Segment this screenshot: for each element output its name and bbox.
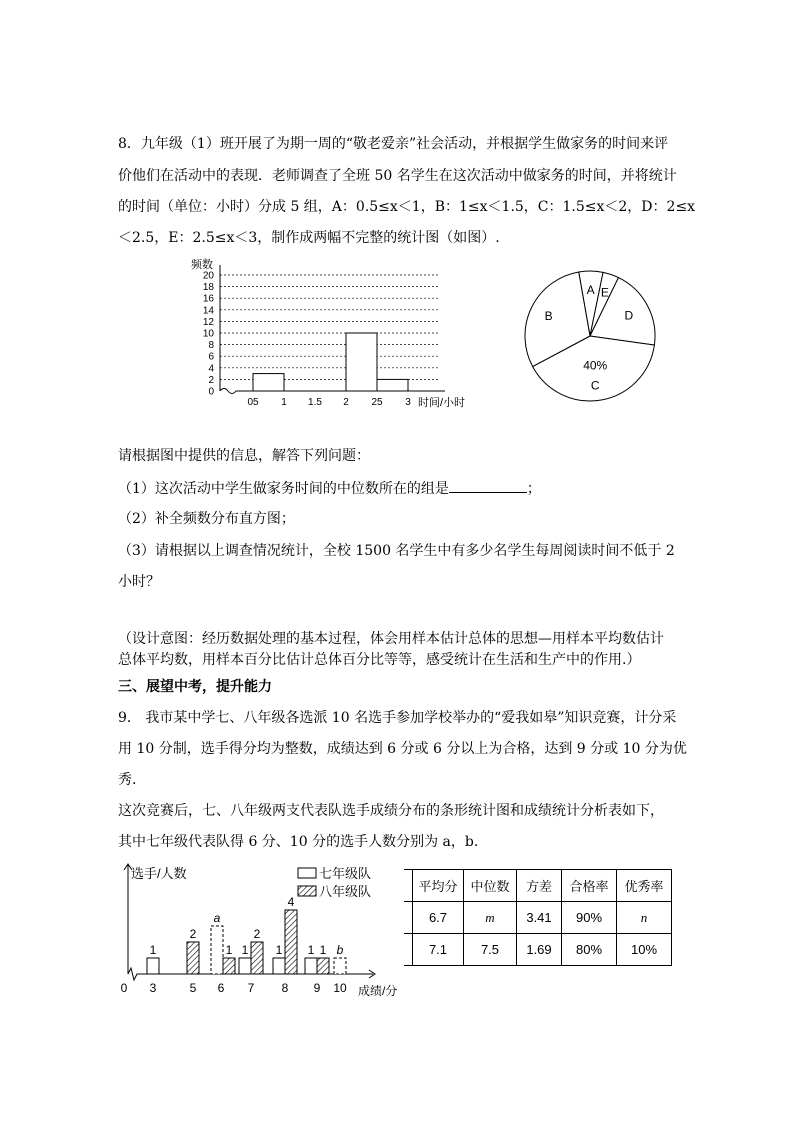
y-tick-label: 10 [202,328,214,340]
q9-line-2: 用 10 分制，选手得分均为整数，成绩达到 6 分或 6 分以上为合格，达到 9 分或 10 分为优 [118,741,687,757]
pie-label: A [586,283,595,298]
table-corner-cell [404,870,413,902]
x-tick-label: 1.5 [308,397,322,408]
legend-label-seventh: 七年级队 [319,866,372,881]
y-tick-label: 18 [202,282,214,294]
origin-label: 0 [120,981,128,995]
x-tick-label: 5 [189,981,197,995]
data-label: b [336,943,344,957]
y-tick-label: 4 [208,363,214,375]
legend-label-eighth: 八年级队 [319,884,372,899]
row-label-cell [404,902,413,934]
bar-eighth [251,942,263,974]
x-tick-label: 6 [217,981,225,995]
histogram-bar [253,374,284,391]
data-label: 1 [319,943,327,957]
data-label: 1 [275,943,283,957]
q8-sub-1-text: （1）这次活动中学生做家务时间的中位数所在的组是 [118,481,449,497]
table-cell: n [617,902,672,934]
table-cell: 1.69 [517,934,562,966]
x-axis-label: 成绩/分 [358,984,398,998]
table-cell: 80% [562,934,617,966]
y-tick-label: 16 [202,293,214,305]
table-cell: 10% [617,934,672,966]
q8-sub-3b: 小时？ [118,574,160,590]
pie-label: D [624,308,634,323]
header-median: 中位数 [464,870,517,902]
legend-swatch-eighth [298,886,316,896]
header-variance: 方差 [517,870,562,902]
table-cell: 6.7 [413,902,464,934]
x-tick-label: 2 [343,397,349,408]
q9-line-1: 9． 我市某中学七、八年级各选派 10 名选手参加学校举办的“爱我如皋”知识竞赛，计分采 [118,710,677,726]
bar-eighth [317,958,329,974]
bar-eighth [285,910,297,974]
y-tick-label: 14 [202,305,214,317]
y-tick-label: 8 [208,340,214,352]
x-tick-label: 10 [333,981,347,995]
q8-sub-2: （2）补全频数分布直方图； [118,511,295,527]
bar-seventh [211,926,223,974]
table-cell: 3.41 [517,902,562,934]
histogram-bar [377,379,408,391]
pie-label: E [600,285,609,300]
q8-line-3: 的时间（单位：小时）分成 5 组，A：0.5≤x＜1，B：1≤x＜1.5，C：1.5≤x＜2，D：2≤x [118,199,696,215]
data-label: 1 [307,943,315,957]
bar-seventh [334,958,346,974]
frequency-histogram [185,255,485,415]
q8-line-2: 价他们在活动中的表现．老师调查了全班 50 名学生在这次活动中做家务的时间，并将统计 [118,168,677,184]
data-label: 2 [189,927,197,941]
histogram-bar [346,333,377,391]
bar-eighth [187,942,199,974]
bar-seventh [239,958,251,974]
section-heading: 三、展望中考，提升能力 [118,679,272,695]
x-tick-label: 3 [149,981,157,995]
bar-seventh [305,958,317,974]
data-label: 1 [241,943,249,957]
data-label: 1 [149,943,157,957]
design-intent-1: （设计意图：经历数据处理的基本过程，体会用样本估计总体的思想—用样本平均数估计 [118,631,664,647]
table-header-row [404,870,672,902]
table-cell: 7.1 [413,934,464,966]
q9-line-5: 其中七年级代表队得 6 分、10 分的选手人数分别为 a，b. [118,834,479,850]
header-pass-rate: 合格率 [562,870,617,902]
x-tick-label: 8 [281,981,289,995]
q8-sub-1 [118,478,541,499]
bar-eighth [223,958,235,974]
y-axis-label: 选手/人数 [131,866,187,881]
pie-label: C [590,378,600,393]
x-tick-label: 25 [371,397,383,408]
row-label-cell [404,934,413,966]
stats-table [404,869,672,966]
q8-sub-1-end: ； [526,481,541,497]
header-mean: 平均分 [413,870,464,902]
table-row [404,934,672,966]
data-label: 2 [253,927,261,941]
x-tick-label: 7 [247,981,255,995]
data-label: 1 [225,943,233,957]
group-pie-chart [515,262,665,412]
x-tick-label: 3 [405,397,411,408]
table-cell: m [464,902,517,934]
answer-blank [449,478,527,493]
x-tick-label: 9 [313,981,321,995]
y-tick-label: 20 [202,270,214,282]
q8-sub-3a: （3）请根据以上调查情况统计，全校 1500 名学生中有多少名学生每周阅读时间不低于 2 [118,543,675,559]
table-cell: 90% [562,902,617,934]
score-bar-chart [118,860,408,1005]
data-label: 4 [287,895,295,909]
pie-percent-label: 40% [583,358,608,373]
y-axis-label: 频数 [191,259,213,271]
q8-line-4: ＜2.5，E：2.5≤x＜3，制作成两幅不完整的统计图（如图）. [118,230,500,246]
table-row [404,902,672,934]
header-excellent-rate: 优秀率 [617,870,672,902]
q9-line-4: 这次竞赛后，七、八年级两支代表队选手成绩分布的条形统计图和成绩统计分析表如下， [118,803,664,819]
y-tick-label: 2 [208,374,214,386]
data-label: a [213,911,221,925]
design-intent-2: 总体平均数，用样本百分比估计总体百分比等等，感受统计在生活和生产中的作用.） [118,652,641,668]
x-tick-label: 1 [281,397,287,408]
y-tick-label: 12 [202,316,214,328]
q8-line-1: 8．九年级（1）班开展了为期一周的“敬老爱亲”社会活动，并根据学生做家务的时间来评 [118,136,669,152]
x-axis-label: 时间/小时 [418,397,466,409]
bar-seventh [273,958,285,974]
y-tick-label: 0 [208,386,214,398]
y-tick-label: 6 [208,351,214,363]
legend-swatch-seventh [298,868,316,878]
table-cell: 7.5 [464,934,517,966]
pie-label: B [544,308,553,323]
q9-line-3: 秀. [118,772,137,788]
q8-intro: 请根据图中提供的信息，解答下列问题： [118,448,370,464]
bar-seventh [147,958,159,974]
x-tick-label: 05 [247,397,259,408]
